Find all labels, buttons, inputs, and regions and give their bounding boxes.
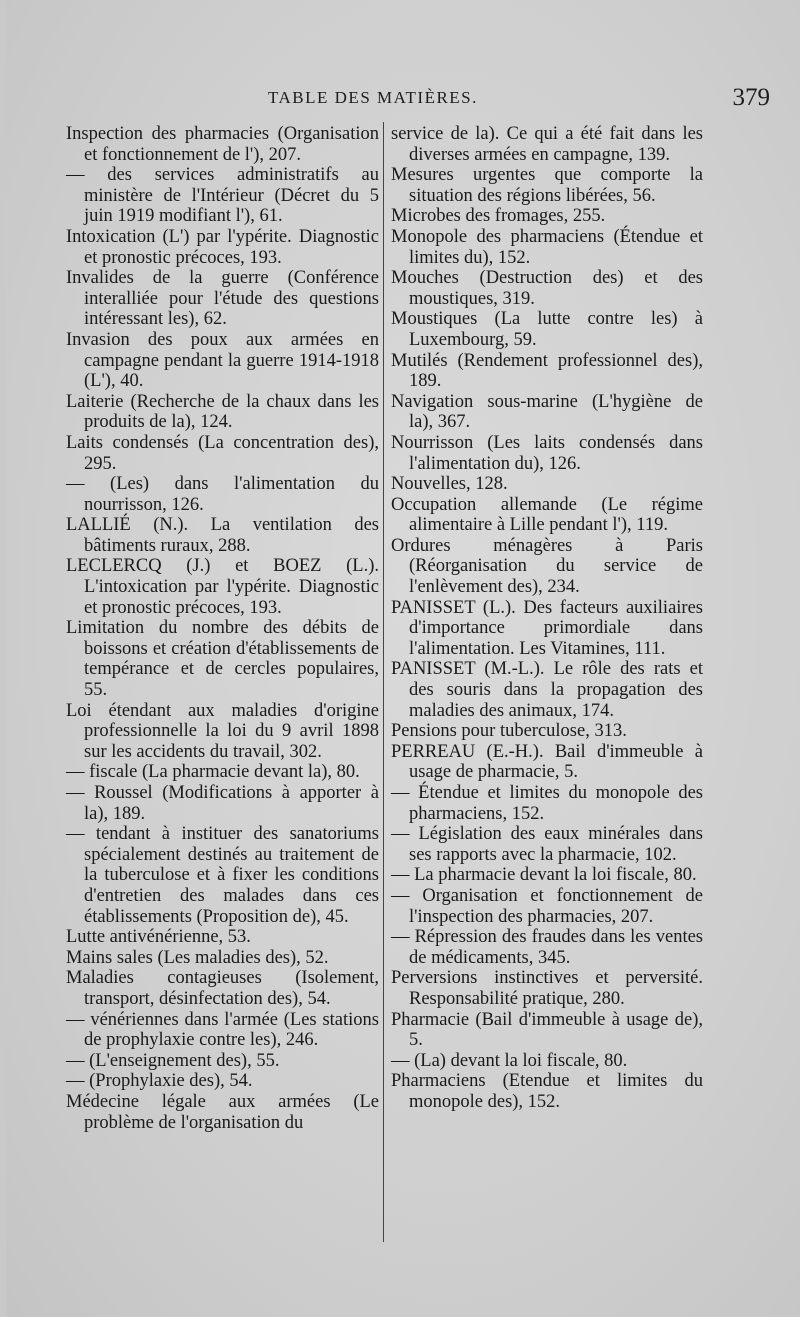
index-entry: Mains sales (Les maladies des), 52.	[66, 947, 329, 968]
running-title: TABLE DES MATIÈRES.	[268, 88, 478, 107]
index-entry: Occupation allemande (Le régime alimentaire à Lille pendant l'), 119.	[391, 494, 703, 536]
column-divider	[383, 122, 384, 1242]
index-entry: Pharmacie (Bail d'immeuble à usage de), 5.	[391, 1009, 703, 1051]
index-entry: — (Les) dans l'alimentation du nourrisson, 126.	[66, 474, 379, 515]
page-number: 379	[732, 84, 770, 111]
index-entry: Mouches (Destruction des) et des moustiques, 319.	[391, 268, 703, 309]
index-entry: Maladies contagieuses (Isolement, transport, désinfectation des), 54.	[66, 968, 379, 1009]
index-entry: Intoxication (L') par l'ypérite. Diagnostic et pronostic précoces, 193.	[66, 226, 379, 268]
left-column	[66, 124, 379, 1133]
index-entry: — fiscale (La pharmacie devant la), 80.	[66, 762, 360, 783]
index-entry: Monopole des pharmaciens (Étendue et limites du), 152.	[391, 226, 703, 268]
index-entry: Loi étendant aux maladies d'origine professionnelle la loi du 9 avril 1898 sur les accidents du travail, 302.	[66, 700, 379, 762]
index-entry: — Répression des fraudes dans les ventes de médicaments, 345.	[391, 927, 703, 968]
index-entry: Médecine légale aux armées (Le problème de l'organisation du	[66, 1091, 379, 1133]
index-entry: — Étendue et limites du monopole des pharmaciens, 152.	[391, 783, 703, 824]
index-entry: — Roussel (Modifications à apporter à la), 189.	[66, 783, 379, 824]
index-entry: PERREAU (E.-H.). Bail d'immeuble à usage de pharmacie, 5.	[391, 741, 703, 783]
index-entry: Nourrisson (Les laits condensés dans l'alimentation du), 126.	[391, 432, 703, 474]
index-entry: PANISSET (M.-L.). Le rôle des rats et des souris dans la propagation des maladies des animaux, 174.	[391, 659, 703, 721]
index-entry: Ordures ménagères à Paris (Réorganisation du service de l'enlèvement des), 234.	[391, 535, 703, 598]
right-column	[391, 124, 703, 1113]
index-entry: Lutte antivénérienne, 53.	[66, 927, 251, 948]
index-entry: Mutilés (Rendement professionnel des), 189.	[391, 350, 703, 392]
index-entry: Nouvelles, 128.	[391, 474, 508, 495]
index-entry: Laits condensés (La concentration des), 295.	[66, 432, 379, 474]
index-entry: LECLERCQ (J.) et BOEZ (L.). L'intoxication par l'ypérite. Diagnostic et pronostic précoces, 193.	[66, 556, 379, 618]
index-entry: — La pharmacie devant la loi fiscale, 80.	[391, 865, 697, 886]
index-entry: Laiterie (Recherche de la chaux dans les produits de la), 124.	[66, 391, 379, 433]
index-entry: LALLIÉ (N.). La ventilation des bâtiments ruraux, 288.	[66, 515, 379, 556]
index-entry: — des services administratifs au ministère de l'Intérieur (Décret du 5 juin 1919 modifiant l'), 61.	[66, 165, 379, 227]
index-entry: — Législation des eaux minérales dans ses rapports avec la pharmacie, 102.	[391, 824, 703, 865]
index-entry: — (L'enseignement des), 55.	[66, 1050, 280, 1071]
index-entry: Limitation du nombre des débits de boissons et création d'établissements de tempérance et de cercles populaires, 55.	[66, 618, 379, 701]
index-entry: Invasion des poux aux armées en campagne pendant la guerre 1914-1918 (L'), 40.	[66, 329, 379, 392]
index-entry: — (Prophylaxie des), 54.	[66, 1071, 253, 1092]
index-entry: — (La) devant la loi fiscale, 80.	[391, 1050, 628, 1071]
index-entry: Inspection des pharmacies (Organisation et fonctionnement de l'), 207.	[66, 124, 379, 165]
index-entry: Invalides de la guerre (Conférence interalliée pour l'étude des questions intéressant les), 62.	[66, 268, 379, 330]
index-entry: — tendant à instituer des sanatoriums spécialement destinés au traitement de la tuberculose et à fixer les conditions d'entretien des malades dans ces établissements (Proposition de), 45.	[66, 824, 379, 927]
index-entry: — vénériennes dans l'armée (Les stations de prophylaxie contre les), 246.	[66, 1009, 379, 1051]
index-entry: Pharmaciens (Etendue et limites du monopole des), 152.	[391, 1071, 703, 1112]
index-entry: Pensions pour tuberculose, 313.	[391, 721, 627, 742]
index-entry: PANISSET (L.). Des facteurs auxiliaires d'importance primordiale dans l'alimentation. Les Vitamines, 111.	[391, 597, 703, 659]
index-entry: — Organisation et fonctionnement de l'inspection des pharmacies, 207.	[391, 885, 703, 927]
page	[6, 0, 800, 1317]
index-entry: Mesures urgentes que comporte la situation des régions libérées, 56.	[391, 165, 703, 206]
index-entry: Moustiques (La lutte contre les) à Luxembourg, 59.	[391, 309, 703, 350]
index-entry: Navigation sous-marine (L'hygiène de la), 367.	[391, 391, 703, 433]
index-entry: Perversions instinctives et perversité. Responsabilité pratique, 280.	[391, 968, 703, 1009]
index-entry: service de la). Ce qui a été fait dans les diverses armées en campagne, 139.	[391, 124, 703, 165]
index-entry: Microbes des fromages, 255.	[391, 206, 606, 227]
